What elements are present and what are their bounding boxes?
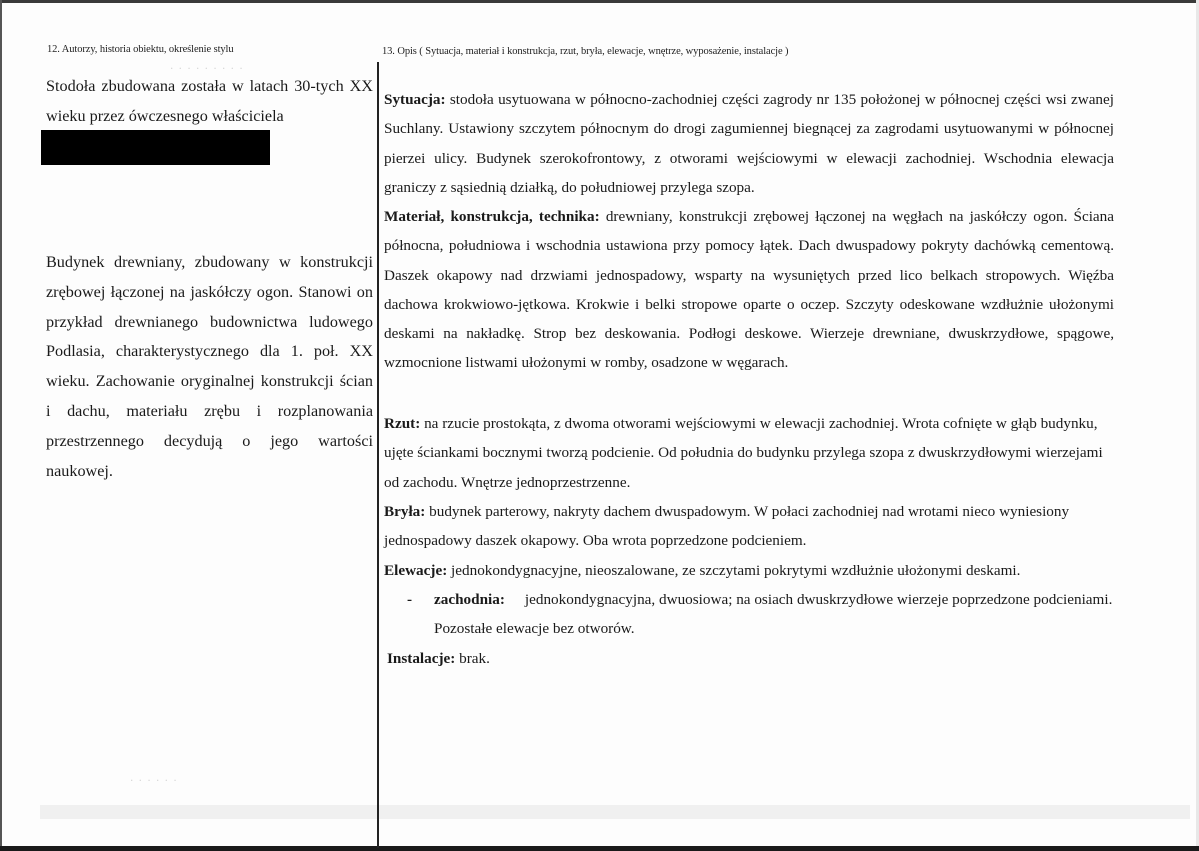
rzut-text: na rzucie prostokąta, z dwoma otworami wejściowymi w elewacji zachodniej. Wrota cofnięte w głąb budynku, ujęte ściankami bocznymi tworzą podcienie. Od południa do budynku przylega szopa z dwuskrzydłowymi wierzejami od zachodu. Wnętrze jednoprzestrzenne.	[384, 415, 1103, 491]
sytuacja-label: Sytuacja:	[384, 91, 446, 108]
material-text: drewniany, konstrukcji zrębowej łączonej na węgłach na jaskółczy ogon. Ściana północna, południowa i wschodnia ustawiona przy pomocy łątek. Dach dwuspadowy pokryty dachówką cementową. Daszek okapowy nad drzwiami jednospadowy, wsparty na wysuniętych przed lico belkach stropowych. Więźba dachowa krokwiowo-jętkowa. Krokwie i belki stropowe oparte o oczep. Szczyty odeskowane wzdłużnie ułożonymi deskami na nakładkę. Strop bez deskowania. Podłogi deskowe. Wierzeje drewniane, dwuskrzydłowe, spągowe, wzmocnione listwami ułożonymi w romby, osadzone w węgarach.	[384, 208, 1115, 372]
description-bryla	[384, 497, 1114, 556]
description-instalacje	[387, 644, 1117, 673]
scan-top-edge	[0, 0, 1199, 3]
material-label: Materiał, konstrukcja, technika:	[384, 208, 600, 225]
elewacje-label: Elewacje:	[384, 562, 448, 579]
bleed-through-artifact	[40, 805, 1190, 819]
list-bullet: -	[407, 591, 413, 608]
scan-bottom-edge	[0, 846, 1199, 851]
scan-left-edge	[0, 0, 2, 851]
zachodnia-text: jednokondygnacyjna, dwuosiowa; na osiach dwuskrzydłowe wierzeje poprzedzone podcieniami. Pozostałe elewacje bez otworów.	[434, 591, 1113, 638]
section-13-heading: 13. Opis ( Sytuacja, materiał i konstrukcja, rzut, bryła, elewacje, wnętrze, wyposażenie, instalacje )	[382, 46, 789, 57]
bleed-through-artifact: . . . . . .	[130, 770, 178, 784]
rzut-label: Rzut:	[384, 415, 421, 432]
description-material	[384, 202, 1114, 378]
sytuacja-text: stodoła usytuowana w północno-zachodniej części zagrody nr 135 położonej w północnej części wsi zwanej Suchlany. Ustawiony szczytem północnym do drogi zagumiennej biegnącej za zagrodami usytuowanymi w północnej pierzei ulicy. Budynek szerokofrontowy, z otworami wejściowymi w elewacji zachodniej. Wschodnia elewacja graniczy z sąsiednią działką, do południowej przylega szopa.	[384, 91, 1114, 196]
column-divider	[377, 62, 379, 848]
zachodnia-label: zachodnia:	[434, 591, 505, 608]
description-sytuacja	[384, 85, 1114, 202]
section-12-paragraph-history: Stodoła zbudowana została w latach 30-tych XX wieku przez ówczesnego właściciela	[46, 77, 373, 125]
description-rzut	[384, 409, 1114, 497]
instalacje-text: brak.	[455, 650, 490, 667]
bryla-text: budynek parterowy, nakryty dachem dwuspadowym. W połaci zachodniej nad wrotami nieco wyniesiony jednospadowy daszek okapowy. Oba wrota poprzedzone podcieniem.	[384, 503, 1070, 550]
section-12-heading: 12. Autorzy, historia obiektu, określenie stylu	[47, 44, 234, 55]
instalacje-label: Instalacje:	[387, 650, 456, 667]
redaction-block	[41, 130, 270, 165]
elewacje-item-zachodnia	[384, 585, 1114, 644]
bleed-through-artifact: . . . . . . . . .	[170, 58, 244, 72]
description-elewacje	[384, 556, 1114, 585]
elewacje-text: jednokondygnacyjne, nieoszalowane, ze szczytami pokrytymi wzdłużnie ułożonymi deskami.	[447, 562, 1021, 579]
bryla-label: Bryła:	[384, 503, 426, 520]
section-12-paragraph-style: Budynek drewniany, zbudowany w konstrukcji zrębowej łączonej na jaskółczy ogon. Stanowi on przykład drewnianego budownictwa ludowego Podlasia, charakterystycznego dla 1. poł. XX wieku. Zachowanie oryginalnej konstrukcji ścian i dachu, materiału zrębu i rozplanowania przestrzennego decydują o jego wartości naukowej.	[46, 253, 373, 480]
